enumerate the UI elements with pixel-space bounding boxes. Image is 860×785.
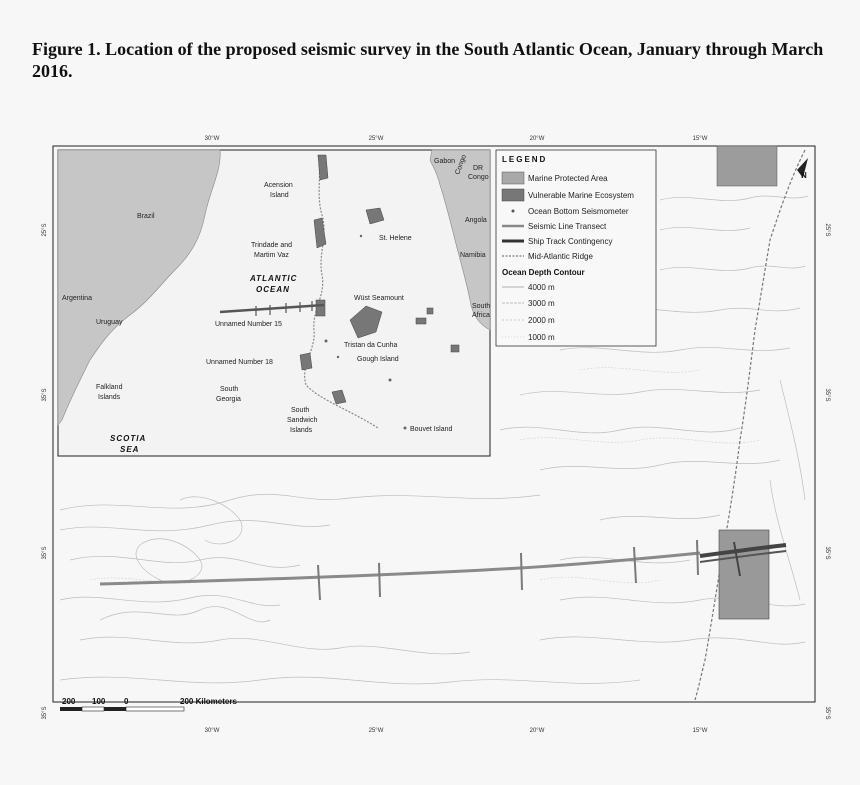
legend <box>496 150 656 346</box>
label-south-georgia-1: South <box>220 386 239 393</box>
label-scotia: SCOTIA <box>110 434 147 443</box>
scale-label-0: 0 <box>124 697 129 706</box>
inset-map <box>58 150 490 456</box>
label-argentina: Argentina <box>62 295 92 302</box>
label-atlantic: ATLANTIC <box>250 274 298 283</box>
label-falkland-2: Islands <box>98 394 121 401</box>
legend-depth-1000: 1000 m <box>528 333 555 342</box>
tick-top-25w: 25°W <box>368 136 384 142</box>
label-tristan: Tristan da Cunha <box>344 342 398 349</box>
label-ssi-3: Islands <box>290 427 313 434</box>
tick-bottom-15w: 15°W <box>692 728 708 734</box>
legend-title: LEGEND <box>502 155 548 164</box>
label-falkland-1: Falkland <box>96 384 123 391</box>
figure-caption-text: . Location of the proposed seismic survey in the South Atlantic Ocean, January through March 2016. <box>32 39 824 81</box>
legend-item-ridge: Mid-Atlantic Ridge <box>528 252 593 261</box>
scale-label-km: 200 Kilometers <box>180 697 237 706</box>
obs-swatch <box>512 210 515 213</box>
scale-label-200: 200 <box>62 697 76 706</box>
label-wust-seamount: Wüst Seamount <box>354 295 404 302</box>
tick-bottom-30w: 30°W <box>204 728 220 734</box>
tick-right-3: 35°S <box>824 546 830 560</box>
scale-label-100: 100 <box>92 697 106 706</box>
legend-item-ship-track: Ship Track Contingency <box>528 237 613 246</box>
tick-bottom-25w: 25°W <box>368 728 384 734</box>
label-south-africa-1: South <box>472 303 491 310</box>
vme-swatch <box>502 189 524 201</box>
tick-bottom-20w: 20°W <box>529 728 545 734</box>
marine-protected-area-north <box>717 146 777 186</box>
label-dr-congo-2: Congo <box>468 174 489 181</box>
mpa-swatch <box>502 172 524 184</box>
label-south-africa-2: Africa <box>472 312 490 319</box>
legend-item-transect: Seismic Line Transect <box>528 222 607 231</box>
tick-top-30w: 30°W <box>204 136 220 142</box>
tick-left-1: 25°S <box>42 223 48 237</box>
north-label: N <box>801 171 807 180</box>
legend-item-obs: Ocean Bottom Seismometer <box>528 207 629 216</box>
tick-left-4: 35°S <box>42 706 48 720</box>
legend-depth-title: Ocean Depth Contour <box>502 268 585 277</box>
label-acension-2: Island <box>270 192 289 199</box>
label-sea: SEA <box>120 445 140 454</box>
legend-depth-4000: 4000 m <box>528 283 555 292</box>
label-trindade-1: Trindade and <box>251 242 292 249</box>
marine-protected-area-survey <box>719 530 769 619</box>
label-unnamed-15: Unnamed Number 15 <box>215 321 282 328</box>
figure-label: Figure 1 <box>32 39 97 59</box>
label-ocean: OCEAN <box>256 285 290 294</box>
label-angola: Angola <box>465 217 487 224</box>
label-dr-congo-1: DR <box>473 165 484 172</box>
tick-top-15w: 15°W <box>692 136 708 142</box>
tick-top-20w: 20°W <box>529 136 545 142</box>
label-ssi-2: Sandwich <box>287 417 318 424</box>
tick-left-3: 35°S <box>42 546 48 560</box>
legend-depth-2000: 2000 m <box>528 316 555 325</box>
legend-item-vme: Vulnerable Marine Ecosystem <box>528 191 634 200</box>
tick-left-2: 35°S <box>42 388 48 402</box>
label-uruguay: Uruguay <box>96 319 123 326</box>
label-unnamed-18: Unnamed Number 18 <box>206 359 273 366</box>
tick-right-1: 25°S <box>824 223 830 237</box>
label-st-helene: St. Helene <box>379 235 412 242</box>
label-congo: Congo <box>454 153 468 176</box>
legend-depth-3000: 3000 m <box>528 299 555 308</box>
label-bouvet: Bouvet Island <box>410 426 453 433</box>
label-acension-1: Acension <box>264 182 293 189</box>
label-south-georgia-2: Georgia <box>216 396 241 403</box>
label-gough: Gough Island <box>357 356 399 363</box>
label-brazil: Brazil <box>137 213 155 220</box>
label-ssi-1: South <box>291 407 310 414</box>
label-namibia: Namibia <box>460 252 486 259</box>
legend-item-mpa: Marine Protected Area <box>528 174 608 183</box>
label-trindade-2: Martim Vaz <box>254 252 289 259</box>
label-gabon: Gabon <box>434 158 456 165</box>
tick-right-2: 35°S <box>824 388 830 402</box>
tick-right-4: 35°S <box>824 706 830 720</box>
